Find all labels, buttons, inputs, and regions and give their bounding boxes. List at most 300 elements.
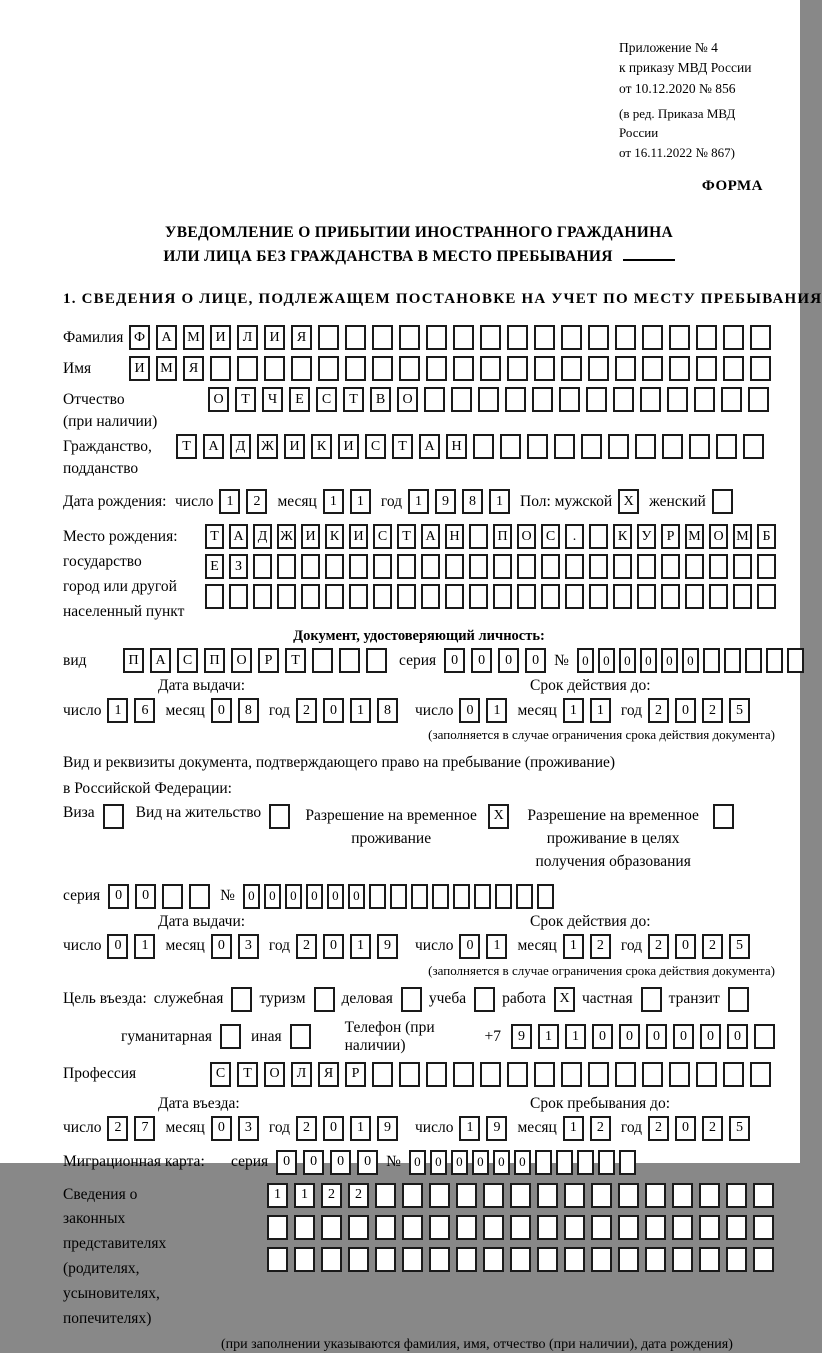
identity-doc-dates xyxy=(63,677,775,743)
cell: 0 xyxy=(646,1024,667,1049)
cell xyxy=(495,884,512,909)
profession-label: Профессия xyxy=(63,1065,137,1083)
cell: Т xyxy=(205,524,224,549)
day-label: число xyxy=(63,937,102,955)
cell xyxy=(373,584,392,609)
purpose-business-checkbox xyxy=(401,987,422,1012)
cell: 0 xyxy=(327,884,344,909)
cell: Т xyxy=(237,1062,258,1087)
residence-doc-dates xyxy=(63,913,775,979)
migration-number-cells xyxy=(409,1150,636,1175)
cell xyxy=(726,1183,747,1208)
cell xyxy=(591,1247,612,1272)
migration-card-row xyxy=(63,1150,775,1175)
cell: 2 xyxy=(246,489,267,514)
cell xyxy=(500,434,521,459)
cell: 0 xyxy=(211,934,232,959)
cell: 0 xyxy=(108,884,129,909)
residence-permit-option xyxy=(136,804,291,829)
cell xyxy=(325,584,344,609)
cell: 8 xyxy=(238,698,259,723)
cell: 0 xyxy=(493,1150,510,1175)
cell xyxy=(696,325,717,350)
temp-residence-label: Разрешение на временное проживание xyxy=(305,806,477,848)
cell xyxy=(703,648,720,673)
cell: 1 xyxy=(459,1116,480,1141)
cell xyxy=(532,387,553,412)
restriction-note: (заполняется в случае ограничения срока действия документа) xyxy=(428,727,775,743)
cell: 0 xyxy=(303,1150,324,1175)
cell xyxy=(348,1247,369,1272)
doc-issue-year-cells xyxy=(296,698,398,723)
cell: 0 xyxy=(498,648,519,673)
cell: И xyxy=(210,325,231,350)
cell xyxy=(591,1183,612,1208)
cell xyxy=(399,1062,420,1087)
cell: 6 xyxy=(134,698,155,723)
cell: 0 xyxy=(357,1150,378,1175)
cell: Л xyxy=(237,325,258,350)
cell xyxy=(615,325,636,350)
cell: 0 xyxy=(675,698,696,723)
birth-date-label: Дата рождения: xyxy=(63,492,167,510)
cell xyxy=(162,884,183,909)
cell: 0 xyxy=(525,648,546,673)
cell xyxy=(291,356,312,381)
cell xyxy=(564,1215,585,1240)
birth-year-cells xyxy=(408,489,510,514)
birth-place-labels xyxy=(63,524,205,624)
cell: 0 xyxy=(675,1116,696,1141)
cell: Л xyxy=(291,1062,312,1087)
cell: З xyxy=(229,554,248,579)
sex-male-checkbox xyxy=(618,489,639,514)
cell: 2 xyxy=(702,1116,723,1141)
cell xyxy=(723,325,744,350)
cell: К xyxy=(613,524,632,549)
cell xyxy=(456,1247,477,1272)
temp-residence-option xyxy=(302,804,509,851)
cell xyxy=(588,1062,609,1087)
cell xyxy=(694,387,715,412)
cell xyxy=(613,554,632,579)
cell: 0 xyxy=(330,1150,351,1175)
cell: П xyxy=(204,648,225,673)
cell xyxy=(429,1215,450,1240)
citizenship-label: Гражданство, xyxy=(63,437,152,455)
birth-day-cells xyxy=(219,489,267,514)
cell xyxy=(345,325,366,350)
cell: 1 xyxy=(486,698,507,723)
cell xyxy=(507,1062,528,1087)
entry-date-caption: Дата въезда: xyxy=(158,1094,240,1112)
cell xyxy=(541,584,560,609)
visa-option xyxy=(63,804,124,829)
cell: 5 xyxy=(729,934,750,959)
cell xyxy=(669,356,690,381)
purpose-tourism xyxy=(259,987,334,1012)
cell: И xyxy=(284,434,305,459)
cell xyxy=(411,884,428,909)
cell xyxy=(541,554,560,579)
cell xyxy=(618,1247,639,1272)
cell: X xyxy=(618,489,639,514)
cell xyxy=(453,325,474,350)
stay-day-cells xyxy=(459,1116,507,1141)
entry-year-cells xyxy=(296,1116,398,1141)
cell xyxy=(210,356,231,381)
cell: 0 xyxy=(472,1150,489,1175)
cell: 0 xyxy=(285,884,302,909)
cell xyxy=(294,1247,315,1272)
purpose-row2 xyxy=(121,1019,775,1055)
cell xyxy=(537,1183,558,1208)
cell xyxy=(294,1215,315,1240)
cell: 0 xyxy=(107,934,128,959)
cell xyxy=(483,1183,504,1208)
birth-place-city-label1: город или другой xyxy=(63,578,177,596)
forma-label: ФОРМА xyxy=(701,178,763,195)
cell xyxy=(220,1024,241,1049)
cell xyxy=(277,554,296,579)
birth-place-cells xyxy=(205,524,776,609)
cell xyxy=(564,1183,585,1208)
cell xyxy=(561,1062,582,1087)
cell xyxy=(723,356,744,381)
migration-series-cells xyxy=(276,1150,378,1175)
cell xyxy=(589,524,608,549)
cell: Р xyxy=(661,524,680,549)
purpose-study-label: учеба xyxy=(428,990,467,1008)
cell xyxy=(348,1215,369,1240)
birth-place-block xyxy=(63,524,775,624)
cell: А xyxy=(150,648,171,673)
cell: Т xyxy=(392,434,413,459)
cell xyxy=(301,554,320,579)
cell xyxy=(372,356,393,381)
cell xyxy=(469,554,488,579)
cell: 1 xyxy=(107,698,128,723)
cell xyxy=(564,1247,585,1272)
representatives-row3-cells xyxy=(267,1247,774,1272)
cell xyxy=(421,554,440,579)
cell: 0 xyxy=(598,648,615,673)
cell xyxy=(402,1183,423,1208)
month-label: месяц xyxy=(517,1119,557,1137)
entry-stay-dates xyxy=(63,1095,775,1141)
phone-prefix: +7 xyxy=(484,1027,501,1045)
year-label: год xyxy=(620,937,643,955)
cell: 9 xyxy=(435,489,456,514)
cell xyxy=(366,648,387,673)
purpose-private-label: частная xyxy=(582,990,633,1008)
cell xyxy=(733,584,752,609)
cell: 0 xyxy=(444,648,465,673)
cell xyxy=(339,648,360,673)
cell: 0 xyxy=(471,648,492,673)
cell: 1 xyxy=(267,1183,288,1208)
year-label: год xyxy=(620,701,643,719)
cell: С xyxy=(316,387,337,412)
cell: 0 xyxy=(348,884,365,909)
cell xyxy=(426,1062,447,1087)
cell xyxy=(390,884,407,909)
cell xyxy=(619,1150,636,1175)
valid-until-caption: Срок действия до: xyxy=(530,677,651,695)
cell: 0 xyxy=(673,1024,694,1049)
doc-type-cells xyxy=(123,648,387,673)
cell: 0 xyxy=(661,648,678,673)
cell: С xyxy=(541,524,560,549)
cell xyxy=(510,1215,531,1240)
title-underline xyxy=(623,245,675,261)
cell: 1 xyxy=(590,698,611,723)
cell xyxy=(312,648,333,673)
doc-valid-day-cells xyxy=(459,698,507,723)
cell: Р xyxy=(258,648,279,673)
purpose-tourism-checkbox xyxy=(314,987,335,1012)
cell: Д xyxy=(253,524,272,549)
cell xyxy=(321,1215,342,1240)
series-label: серия xyxy=(231,1153,269,1171)
day-label: число xyxy=(415,937,454,955)
cell xyxy=(432,884,449,909)
cell: 0 xyxy=(323,1116,344,1141)
cell: 1 xyxy=(350,934,371,959)
cell xyxy=(421,584,440,609)
cell: Н xyxy=(445,524,464,549)
cell xyxy=(507,356,528,381)
day-label: число xyxy=(415,701,454,719)
cell: 1 xyxy=(408,489,429,514)
cell: 1 xyxy=(563,698,584,723)
cell xyxy=(709,554,728,579)
cell: 0 xyxy=(619,1024,640,1049)
cell xyxy=(672,1215,693,1240)
cell: 9 xyxy=(486,1116,507,1141)
cell: 7 xyxy=(134,1116,155,1141)
purpose-official-checkbox xyxy=(231,987,252,1012)
cell: 0 xyxy=(451,1150,468,1175)
cell: М xyxy=(156,356,177,381)
cell xyxy=(474,884,491,909)
cell xyxy=(667,387,688,412)
cell: К xyxy=(311,434,332,459)
name-row xyxy=(63,356,775,381)
residence-number-cells xyxy=(243,884,554,909)
issue-date-caption: Дата выдачи: xyxy=(158,912,246,930)
cell: И xyxy=(338,434,359,459)
cell xyxy=(469,584,488,609)
citizenship-cells xyxy=(176,434,764,459)
cell xyxy=(349,554,368,579)
cell: 1 xyxy=(219,489,240,514)
cell xyxy=(726,1215,747,1240)
cell xyxy=(429,1247,450,1272)
cell xyxy=(321,1247,342,1272)
cell: Ф xyxy=(129,325,150,350)
cell xyxy=(253,584,272,609)
cell: М xyxy=(183,325,204,350)
entry-day-cells xyxy=(107,1116,155,1141)
cell xyxy=(745,648,762,673)
cell xyxy=(253,554,272,579)
purpose-transit xyxy=(669,987,749,1012)
cell xyxy=(534,1062,555,1087)
cell xyxy=(534,356,555,381)
purpose-private-checkbox xyxy=(641,987,662,1012)
year-label: год xyxy=(380,492,403,510)
cell xyxy=(277,584,296,609)
cell: 1 xyxy=(489,489,510,514)
cell xyxy=(401,987,422,1012)
cell xyxy=(402,1215,423,1240)
cell: 0 xyxy=(409,1150,426,1175)
cell xyxy=(314,987,335,1012)
cell xyxy=(709,584,728,609)
cell xyxy=(505,387,526,412)
cell xyxy=(787,648,804,673)
cell xyxy=(766,648,783,673)
purpose-study xyxy=(429,987,495,1012)
cell xyxy=(554,434,575,459)
cell xyxy=(613,387,634,412)
purpose-other-checkbox xyxy=(290,1024,311,1049)
cell xyxy=(565,584,584,609)
cell xyxy=(662,434,683,459)
cell: 0 xyxy=(211,1116,232,1141)
cell xyxy=(483,1215,504,1240)
cell: 0 xyxy=(514,1150,531,1175)
doc-issue-day-cells xyxy=(107,698,155,723)
surname-label: Фамилия xyxy=(63,328,124,346)
cell xyxy=(237,356,258,381)
cell xyxy=(645,1183,666,1208)
cell: 1 xyxy=(350,489,371,514)
cell xyxy=(748,387,769,412)
cell xyxy=(721,387,742,412)
purpose-other xyxy=(251,1024,311,1049)
cell: А xyxy=(421,524,440,549)
cell: X xyxy=(488,804,509,829)
cell xyxy=(591,1215,612,1240)
cell xyxy=(685,584,704,609)
cell: 2 xyxy=(296,698,317,723)
cell xyxy=(615,356,636,381)
residence-permit-checkbox xyxy=(269,804,290,829)
cell xyxy=(445,554,464,579)
cell xyxy=(318,356,339,381)
restriction-note: (заполняется в случае ограничения срока действия документа) xyxy=(428,962,775,978)
cell: 0 xyxy=(323,934,344,959)
issue-date-caption: Дата выдачи: xyxy=(158,677,246,695)
cell: 1 xyxy=(350,698,371,723)
representatives-row2-cells xyxy=(267,1215,774,1240)
cell xyxy=(618,1215,639,1240)
stay-year-cells xyxy=(648,1116,750,1141)
cell: С xyxy=(210,1062,231,1087)
cell xyxy=(264,356,285,381)
profession-cells xyxy=(210,1062,771,1087)
cell xyxy=(561,356,582,381)
cell: Т xyxy=(235,387,256,412)
cell xyxy=(672,1247,693,1272)
cell: X xyxy=(554,987,575,1012)
sex-female-label: женский xyxy=(649,492,706,510)
cell: 0 xyxy=(243,884,260,909)
cell: 0 xyxy=(264,884,281,909)
cell xyxy=(345,356,366,381)
cell xyxy=(516,884,533,909)
cell xyxy=(618,1183,639,1208)
residence-issue-year-cells xyxy=(296,934,398,959)
cell: 2 xyxy=(321,1183,342,1208)
cell xyxy=(402,1247,423,1272)
cell xyxy=(696,356,717,381)
representatives-label: Сведения о законных представителях (родителях, усыновителях, попечителях) xyxy=(63,1185,167,1327)
cell xyxy=(517,584,536,609)
day-label: число xyxy=(63,701,102,719)
entry-month-cells xyxy=(211,1116,259,1141)
cell xyxy=(480,325,501,350)
cell xyxy=(456,1183,477,1208)
cell: К xyxy=(325,524,344,549)
cell: 0 xyxy=(577,648,594,673)
purpose-transit-label: транзит xyxy=(668,990,720,1008)
cell xyxy=(267,1215,288,1240)
residence-permit-label: Вид на жительство xyxy=(135,803,262,821)
residence-valid-day-cells xyxy=(459,934,507,959)
cell xyxy=(510,1183,531,1208)
name-cells xyxy=(129,356,771,381)
cell xyxy=(750,356,771,381)
cell xyxy=(372,1062,393,1087)
cell: 3 xyxy=(238,1116,259,1141)
cell: 9 xyxy=(377,1116,398,1141)
representatives-block xyxy=(63,1183,775,1332)
cell: П xyxy=(493,524,512,549)
year-label: год xyxy=(268,1119,291,1137)
cell: Ж xyxy=(277,524,296,549)
cell xyxy=(728,987,749,1012)
cell: 2 xyxy=(702,934,723,959)
stay-until-caption: Срок пребывания до: xyxy=(530,1094,670,1112)
sex-male-label: Пол: мужской xyxy=(520,492,613,510)
sex-female-checkbox xyxy=(712,489,733,514)
form-title-line1: УВЕДОМЛЕНИЕ О ПРИБЫТИИ ИНОСТРАННОГО ГРАЖДАНИНА xyxy=(165,224,673,242)
cell xyxy=(642,1062,663,1087)
cell xyxy=(753,1247,774,1272)
doc-type-label: вид xyxy=(63,651,87,669)
cell xyxy=(456,1215,477,1240)
cell: 0 xyxy=(211,698,232,723)
cell xyxy=(325,554,344,579)
cell: 9 xyxy=(377,934,398,959)
surname-row xyxy=(63,325,775,350)
number-label: № xyxy=(386,1153,401,1171)
cell: 5 xyxy=(729,698,750,723)
cell: Р xyxy=(345,1062,366,1087)
cell xyxy=(375,1247,396,1272)
purpose-official xyxy=(154,987,253,1012)
phone-label: Телефон (при наличии) xyxy=(344,1018,435,1054)
cell xyxy=(453,1062,474,1087)
cell: 0 xyxy=(592,1024,613,1049)
month-label: месяц xyxy=(277,492,317,510)
cell xyxy=(483,1247,504,1272)
cell xyxy=(535,1150,552,1175)
cell: 2 xyxy=(296,1116,317,1141)
